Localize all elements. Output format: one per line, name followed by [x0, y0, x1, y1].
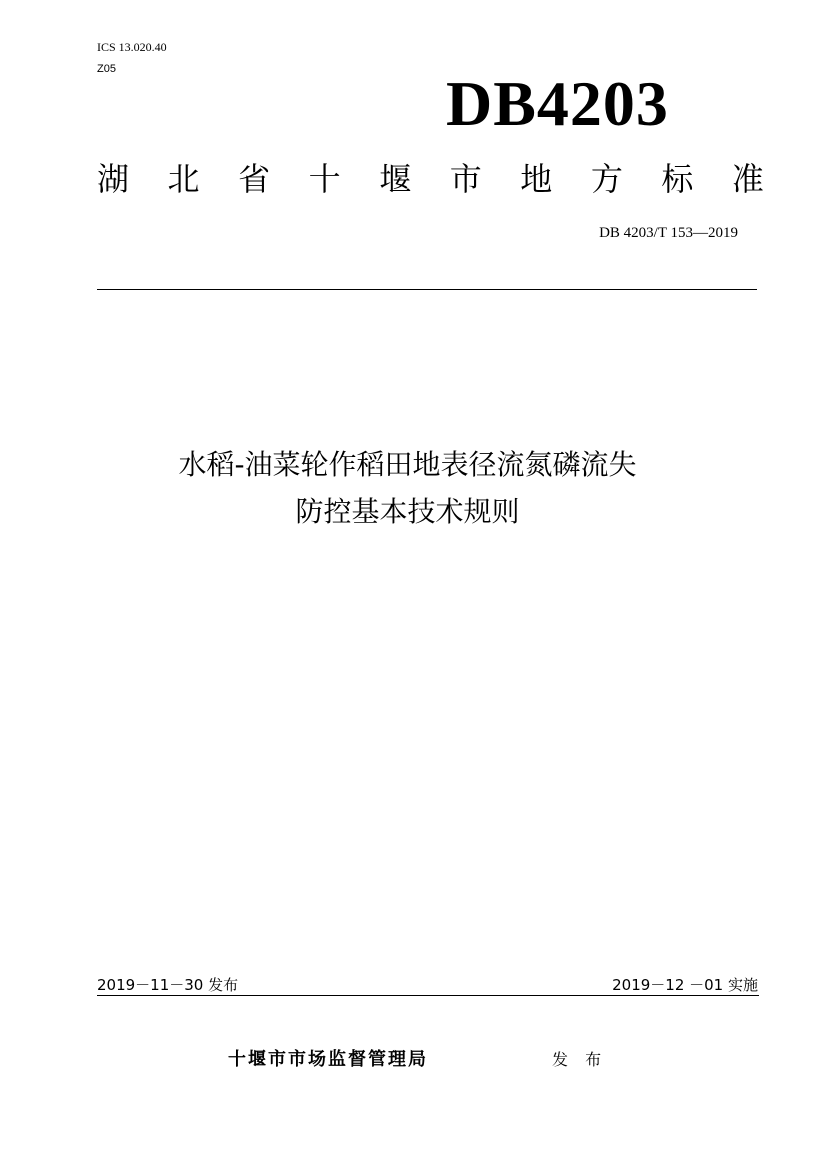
- org-title-char: 市: [449, 160, 482, 198]
- org-title-char: 标: [661, 160, 694, 198]
- standard-code: DB4203: [446, 68, 669, 139]
- organization-title: [97, 158, 764, 200]
- org-title-char: 北: [167, 160, 200, 198]
- org-title-char: 湖: [97, 160, 130, 198]
- publisher-name: 十堰市市场监督管理局: [228, 1049, 428, 1070]
- org-title-char: 十: [308, 160, 341, 198]
- classification-code: Z05: [97, 63, 116, 75]
- top-divider: [97, 289, 757, 290]
- issue-date: 2019－11－30 发布: [97, 976, 239, 994]
- org-title-char: 方: [590, 160, 623, 198]
- document-title-line-2: 防控基本技术规则: [295, 495, 520, 528]
- implementation-date: 2019－12 －01 实施: [612, 976, 758, 994]
- standard-number: DB 4203/T 153—2019: [599, 225, 738, 241]
- org-title-char: 地: [520, 160, 553, 198]
- org-title-char: 准: [731, 160, 764, 198]
- document-title-line-1: 水稻-油菜轮作稻田地表径流氮磷流失: [178, 448, 637, 481]
- org-title-char: 省: [238, 160, 271, 198]
- bottom-divider: [97, 995, 759, 996]
- org-title-char: 堰: [379, 160, 412, 198]
- publish-label: 发 布: [552, 1050, 608, 1069]
- ics-code: ICS 13.020.40: [97, 40, 167, 54]
